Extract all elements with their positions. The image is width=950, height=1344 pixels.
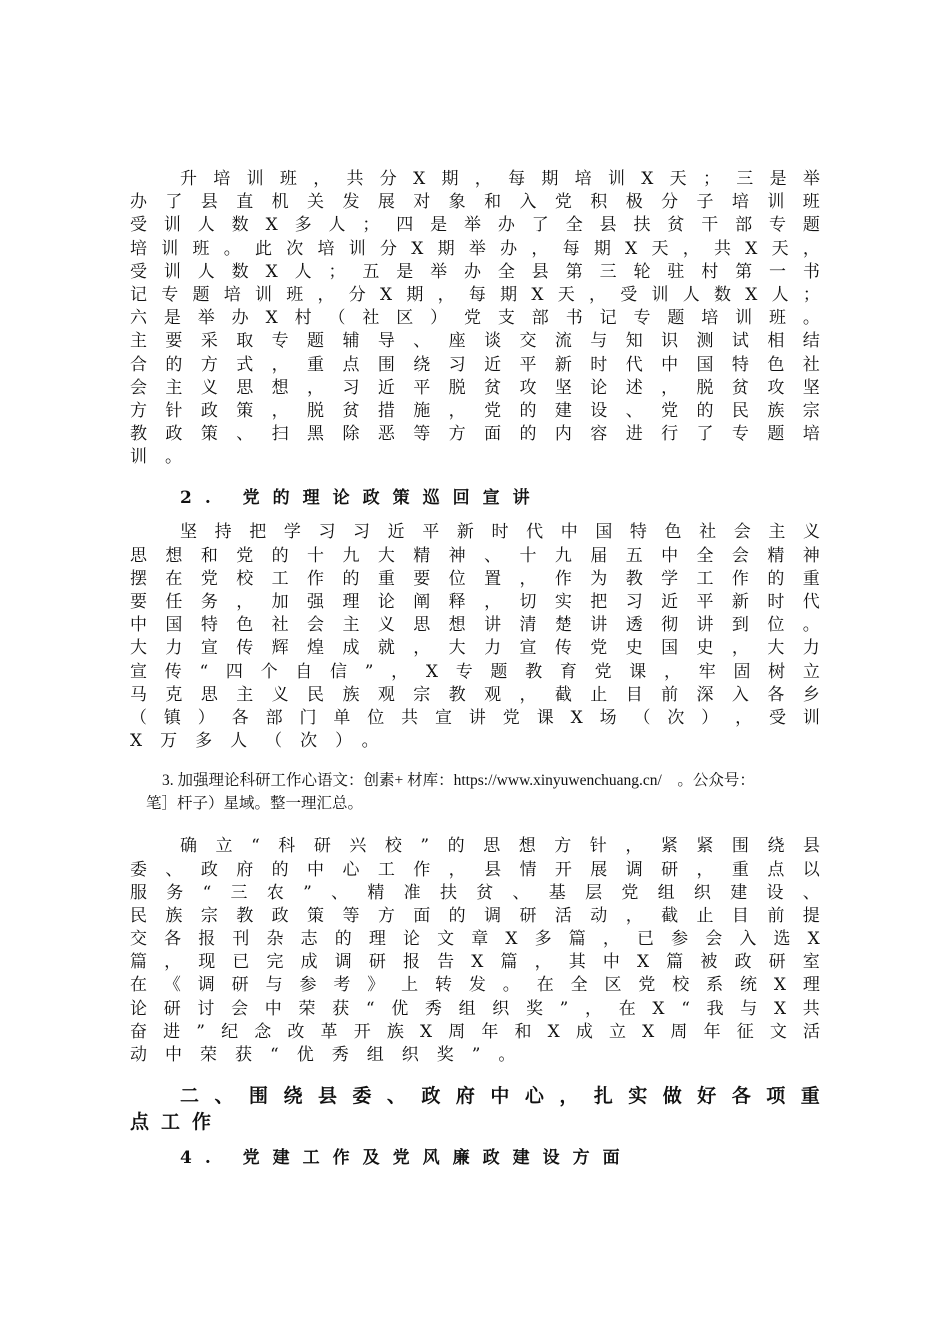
text-line: 合 的 方 式 ， 重 点 围 绕 习 近 平 新 时 代 中 国 特 色 社 (130, 354, 820, 375)
heading-3-line-2: 笔］杆子）星域。整一理汇总。 (146, 795, 364, 813)
text-line: 主 要 采 取 专 题 辅 导 、 座 谈 交 流 与 知 识 测 试 相 结 (130, 331, 820, 352)
text-line: 交 各 报 刊 杂 志 的 理 论 文 章 X 多 篇 ， 已 参 会 入 选 X (130, 929, 820, 950)
section-heading-3-watermark-text (130, 769, 820, 815)
paragraph-theory-lectures (130, 521, 820, 753)
text-line: （ 镇 ） 各 部 门 单 位 共 宣 讲 党 课 X 场 （ 次 ） ， 受 训 (130, 707, 820, 728)
paragraph-training-classes (130, 168, 820, 469)
text-line: 宣 传 “ 四 个 自 信 ” ， X 专 题 教 育 党 课 ， 牢 固 树 立 (130, 661, 820, 682)
text-line: 在 《 调 研 与 参 考 》 上 转 发 。 在 全 区 党 校 系 统 X 理 (130, 975, 820, 996)
text-line: 动中荣获“优秀组织奖”。 (130, 1045, 534, 1065)
text-line: 培 训 班 。 此 次 培 训 分 X 期 举 办 ， 每 期 X 天 ， 共 X 天 ， (130, 238, 820, 259)
text-line: 升 培 训 班 ， 共 分 X 期 ， 每 期 培 训 X 天 ； 三 是 举 (180, 169, 820, 189)
text-line: 受 训 人 数 X 人 ； 五 是 举 办 全 县 第 三 轮 驻 村 第 一 书 (130, 261, 820, 282)
text-line: 奋 进 ” 纪 念 改 革 开 族 X 周 年 和 X 成 立 X 周 年 征 文 活 (130, 1021, 820, 1042)
text-line: 会 主 义 思 想 ， 习 近 平 脱 贫 攻 坚 论 述 ， 脱 贫 攻 坚 (130, 377, 820, 398)
text-line: 确 立 “ 科 研 兴 校 ” 的 思 想 方 针 ， 紧 紧 围 绕 县 (180, 836, 820, 857)
heading-3-line-1: 3. 加强理论科研工作心语文：创素+ 材库：https://www.xinyuwenchuang.cn/ 。公众号： (162, 772, 755, 790)
text-line: 论 研 讨 会 中 荣 获 “ 优 秀 组 织 奖 ” ， 在 X “ 我 与 X 共 (130, 998, 820, 1019)
text-line: 二 、 围 绕 县 委 、 政 府 中 心 ， 扎 实 做 好 各 项 重 (180, 1085, 820, 1108)
text-line: 训。 (130, 447, 200, 468)
text-line: 受 训 人 数 X 多 人 ； 四 是 举 办 了 全 县 扶 贫 干 部 专 题 (130, 215, 820, 236)
text-line: 服 务 “ 三 农 ” 、 精 准 扶 贫 、 基 层 党 组 织 建 设 、 (130, 882, 820, 903)
text-line: 坚 持 把 学 习 习 近 平 新 时 代 中 国 特 色 社 会 主 义 (180, 522, 820, 543)
text-line: 中 国 特 色 社 会 主 义 思 想 讲 清 楚 讲 透 彻 讲 到 位 。 (130, 615, 820, 636)
text-line: 要 任 务 ， 加 强 理 论 阐 释 ， 切 实 把 习 近 平 新 时 代 (130, 592, 820, 612)
text-line: 摆 在 党 校 工 作 的 重 要 位 置 ， 作 为 教 学 工 作 的 重 (130, 568, 820, 589)
text-line: 大 力 宣 传 辉 煌 成 就 ， 大 力 宣 传 党 史 国 史 ， 大 力 (130, 638, 820, 659)
text-line: 记 专 题 培 训 班 ， 分 X 期 ， 每 期 X 天 ， 受 训 人 数 X 人 ； (130, 284, 820, 305)
text-line: 办 了 县 直 机 关 发 展 对 象 和 入 党 积 极 分 子 培 训 班 (130, 192, 820, 213)
text-line: 马 克 思 主 义 民 族 观 宗 教 观 ， 截 止 目 前 深 入 各 乡 (130, 684, 820, 705)
section-heading-2: 2. 党的理论政策巡回宣讲 (180, 488, 543, 509)
text-line: 委 、 政 府 的 中 心 工 作 ， 县 情 开 展 调 研 ， 重 点 以 (130, 859, 820, 880)
text-line: X万多人（次）。 (130, 731, 397, 752)
text-line: 思 想 和 党 的 十 九 大 精 神 、 十 九 届 五 中 全 会 精 神 (130, 545, 820, 566)
paragraph-research (130, 835, 820, 1067)
document-page (130, 168, 820, 1171)
section-heading-4: 4. 党建工作及党风廉政建设方面 (180, 1148, 633, 1169)
major-heading-two (130, 1083, 820, 1135)
text-line: 六 是 举 办 X 村 （ 社 区 ） 党 支 部 书 记 专 题 培 训 班 。 (130, 308, 820, 329)
text-line: 民 族 宗 教 政 策 等 方 面 的 调 研 活 动 ， 截 止 目 前 提 (130, 905, 820, 926)
text-line: 点工作 (130, 1111, 224, 1134)
text-line: 篇 ， 现 已 完 成 调 研 报 告 X 篇 ， 其 中 X 篇 被 政 研 室 (130, 952, 820, 973)
text-line: 方 针 政 策 ， 脱 贫 措 施 ， 党 的 建 设 、 党 的 民 族 宗 (130, 400, 820, 421)
text-line: 教 政 策 、 扫 黑 除 恶 等 方 面 的 内 容 进 行 了 专 题 培 (130, 424, 820, 445)
